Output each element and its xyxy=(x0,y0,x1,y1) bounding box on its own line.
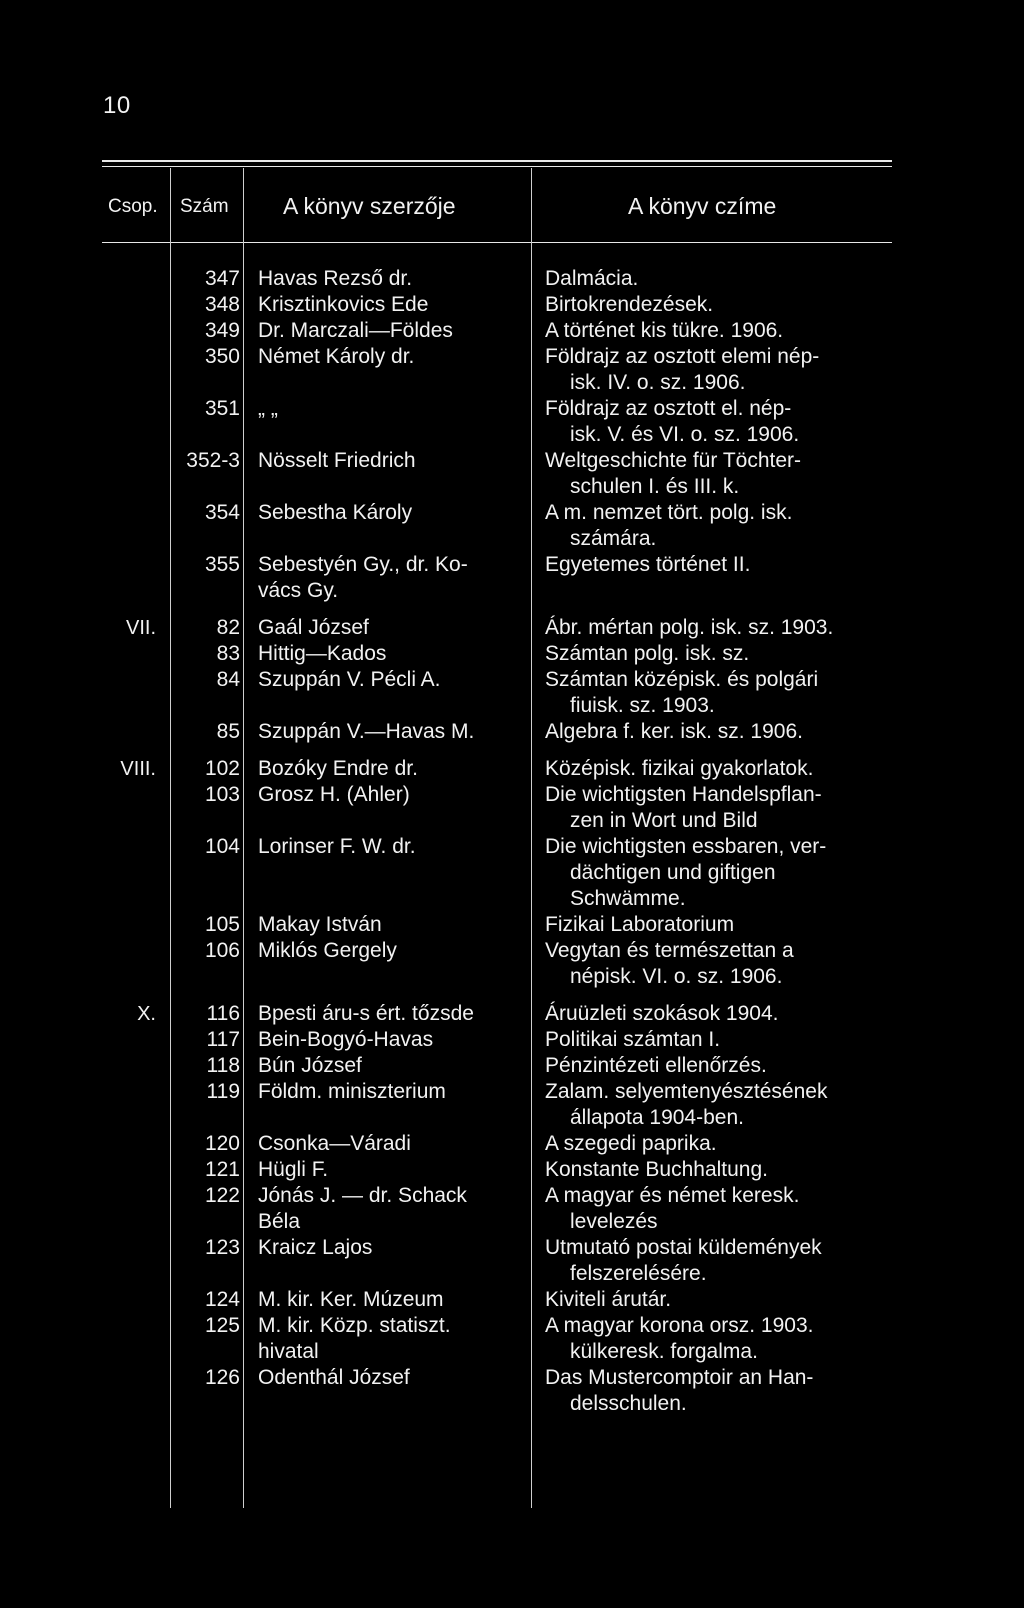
cell-title: A szegedi paprika. xyxy=(545,1132,717,1155)
cell-number: 349 xyxy=(204,319,240,342)
table-row xyxy=(0,1391,1024,1417)
cell-title: Áruüzleti szokások 1904. xyxy=(545,1002,779,1025)
cell-number: 117 xyxy=(206,1028,240,1051)
cell-number: 116 xyxy=(206,1002,240,1025)
cell-number: 121 xyxy=(204,1158,240,1181)
cell-author: Havas Rezső dr. xyxy=(258,267,413,290)
table-row xyxy=(0,370,1024,396)
table-row xyxy=(0,1079,1024,1105)
cell-author: Német Károly dr. xyxy=(258,345,415,368)
table-row xyxy=(0,1261,1024,1287)
cell-title: Ábr. mértan polg. isk. sz. 1903. xyxy=(545,616,834,639)
table-row xyxy=(0,1001,1024,1027)
cell-title: számára. xyxy=(570,527,657,550)
table-row xyxy=(0,1131,1024,1157)
cell-number: 105 xyxy=(204,913,240,936)
cell-group: X. xyxy=(137,1003,156,1025)
table-row xyxy=(0,1339,1024,1365)
cell-number: 103 xyxy=(204,783,240,806)
cell-number: 124 xyxy=(204,1288,240,1311)
table-row xyxy=(0,526,1024,552)
cell-title: Zalam. selyemtenyésztésének xyxy=(545,1080,828,1103)
cell-title: Weltgeschichte für Töchter- xyxy=(545,449,801,472)
table-row xyxy=(0,1313,1024,1339)
table-row xyxy=(0,1287,1024,1313)
cell-title: A m. nemzet tört. polg. isk. xyxy=(545,501,793,524)
cell-author: Nösselt Friedrich xyxy=(258,449,416,472)
cell-number: 118 xyxy=(206,1054,240,1077)
table-row xyxy=(0,1209,1024,1235)
cell-author: Bpesti áru-s ért. tőzsde xyxy=(258,1002,474,1025)
cell-number: 84 xyxy=(216,668,240,691)
cell-author: Szuppán V.—Havas M. xyxy=(258,720,475,743)
cell-title: Pénzintézeti ellenőrzés. xyxy=(545,1054,767,1077)
cell-author: Grosz H. (Ahler) xyxy=(258,783,410,806)
cell-number: 119 xyxy=(206,1080,240,1103)
table-row xyxy=(0,1365,1024,1391)
table-row xyxy=(0,1053,1024,1079)
table-row xyxy=(0,1105,1024,1131)
cell-title: zen in Wort und Bild xyxy=(570,809,758,832)
cell-title: Die wichtigsten essbaren, ver- xyxy=(545,835,827,858)
cell-title: népisk. VI. o. sz. 1906. xyxy=(570,965,783,988)
cell-author: Krisztinkovics Ede xyxy=(258,293,429,316)
cell-author: Gaál József xyxy=(258,616,369,639)
cell-author: Odenthál József xyxy=(258,1366,410,1389)
table-row xyxy=(0,1235,1024,1261)
cell-author: „ „ xyxy=(258,397,278,420)
cell-title: A magyar és német keresk. xyxy=(545,1184,800,1207)
table-row xyxy=(0,344,1024,370)
cell-number: 354 xyxy=(204,501,240,524)
cell-title: Schwämme. xyxy=(570,887,686,910)
cell-author: Sebestyén Gy., dr. Ko- xyxy=(258,553,468,576)
cell-author: Kraicz Lajos xyxy=(258,1236,373,1259)
cell-title: dächtigen und giftigen xyxy=(570,861,776,884)
cell-title: állapota 1904-ben. xyxy=(570,1106,744,1129)
page-number: 10 xyxy=(103,92,131,119)
cell-title: külkeresk. forgalma. xyxy=(570,1340,758,1363)
cell-title: delsschulen. xyxy=(570,1392,687,1415)
cell-author: M. kir. Ker. Múzeum xyxy=(258,1288,444,1311)
table-row xyxy=(0,1183,1024,1209)
table-row xyxy=(0,396,1024,422)
header-rule-top xyxy=(102,160,892,162)
cell-title: Politikai számtan I. xyxy=(545,1028,721,1051)
cell-title: Vegytan és természettan a xyxy=(545,939,794,962)
cell-title: Utmutató postai küldemények xyxy=(545,1236,822,1259)
table-row xyxy=(0,756,1024,782)
book-table xyxy=(0,266,1024,1417)
table-row xyxy=(0,964,1024,990)
cell-number: 352-3 xyxy=(186,449,240,472)
cell-title: Konstante Buchhaltung. xyxy=(545,1158,769,1181)
cell-author: Bozóky Endre dr. xyxy=(258,757,418,780)
cell-author: Lorinser F. W. dr. xyxy=(258,835,416,858)
table-row xyxy=(0,719,1024,745)
cell-number: 350 xyxy=(204,345,240,368)
cell-title: Birtokrendezések. xyxy=(545,293,714,316)
cell-title: isk. IV. o. sz. 1906. xyxy=(570,371,746,394)
cell-title: Algebra f. ker. isk. sz. 1906. xyxy=(545,720,803,743)
table-row xyxy=(0,938,1024,964)
cell-author: Dr. Marczali—Földes xyxy=(258,319,453,342)
header-rule-top-thin xyxy=(102,166,892,167)
cell-title: Dalmácia. xyxy=(545,267,639,290)
cell-number: 83 xyxy=(216,642,240,665)
header-group: Csop. xyxy=(108,196,158,217)
cell-author: Bein-Bogyó-Havas xyxy=(258,1028,434,1051)
cell-title: A magyar korona orsz. 1903. xyxy=(545,1314,814,1337)
table-row xyxy=(0,578,1024,604)
cell-number: 120 xyxy=(204,1132,240,1155)
cell-number: 102 xyxy=(204,757,240,780)
cell-author: Makay István xyxy=(258,913,382,936)
table-row xyxy=(0,1157,1024,1183)
cell-title: Földrajz az osztott elemi nép- xyxy=(545,345,820,368)
table-row xyxy=(0,693,1024,719)
cell-author: vács Gy. xyxy=(258,579,339,602)
table-row xyxy=(0,641,1024,667)
cell-number: 351 xyxy=(204,397,240,420)
cell-title: A történet kis tükre. 1906. xyxy=(545,319,784,342)
table-row xyxy=(0,422,1024,448)
cell-title: Egyetemes történet II. xyxy=(545,553,751,576)
group-spacer xyxy=(0,990,1024,1001)
table-row xyxy=(0,615,1024,641)
header-title: A könyv czíme xyxy=(628,193,777,219)
table-row xyxy=(0,667,1024,693)
cell-number: 125 xyxy=(204,1314,240,1337)
table-row xyxy=(0,912,1024,938)
cell-title: Fizikai Laboratorium xyxy=(545,913,735,936)
cell-title: levelezés xyxy=(570,1210,658,1233)
table-row xyxy=(0,292,1024,318)
cell-number: 104 xyxy=(204,835,240,858)
cell-author: Miklós Gergely xyxy=(258,939,397,962)
cell-group: VII. xyxy=(125,617,156,639)
cell-title: Számtan polg. isk. sz. xyxy=(545,642,750,665)
cell-number: 82 xyxy=(216,616,240,639)
cell-title: Kiviteli árutár. xyxy=(545,1288,672,1311)
cell-author: Jónás J. — dr. Schack xyxy=(258,1184,467,1207)
table-row xyxy=(0,782,1024,808)
cell-number: 85 xyxy=(216,720,240,743)
group-spacer xyxy=(0,745,1024,756)
cell-author: Bún József xyxy=(258,1054,362,1077)
table-row xyxy=(0,500,1024,526)
header-rule-bottom xyxy=(102,242,892,243)
cell-number: 123 xyxy=(204,1236,240,1259)
table-row xyxy=(0,318,1024,344)
table-row xyxy=(0,886,1024,912)
header-number: Szám xyxy=(180,196,229,217)
cell-author: Sebestha Károly xyxy=(258,501,413,524)
cell-group: VIII. xyxy=(120,758,156,780)
cell-author: Hittig—Kados xyxy=(258,642,387,665)
cell-number: 347 xyxy=(204,267,240,290)
table-row xyxy=(0,552,1024,578)
cell-title: fiuisk. sz. 1903. xyxy=(570,694,715,717)
cell-title: Földrajz az osztott el. nép- xyxy=(545,397,792,420)
cell-number: 348 xyxy=(204,293,240,316)
cell-number: 106 xyxy=(204,939,240,962)
table-row xyxy=(0,1027,1024,1053)
cell-title: Számtan középisk. és polgári xyxy=(545,668,819,691)
table-row xyxy=(0,448,1024,474)
cell-author: M. kir. Közp. statiszt. xyxy=(258,1314,451,1337)
cell-title: Középisk. fizikai gyakorlatok. xyxy=(545,757,814,780)
cell-title: isk. V. és VI. o. sz. 1906. xyxy=(570,423,800,446)
table-row xyxy=(0,266,1024,292)
cell-number: 126 xyxy=(204,1366,240,1389)
table-row xyxy=(0,834,1024,860)
cell-number: 355 xyxy=(204,553,240,576)
cell-number: 122 xyxy=(204,1184,240,1207)
header-author: A könyv szerzője xyxy=(283,193,456,219)
cell-author: Földm. miniszterium xyxy=(258,1080,446,1103)
table-row xyxy=(0,808,1024,834)
group-spacer xyxy=(0,604,1024,615)
cell-title: Das Mustercomptoir an Han- xyxy=(545,1366,814,1389)
cell-author: hivatal xyxy=(258,1340,319,1363)
table-row xyxy=(0,474,1024,500)
cell-author: Szuppán V. Pécli A. xyxy=(258,668,441,691)
cell-title: Die wichtigsten Handelspflan- xyxy=(545,783,822,806)
cell-author: Hügli F. xyxy=(258,1158,329,1181)
cell-title: felszerelésére. xyxy=(570,1262,707,1285)
table-row xyxy=(0,860,1024,886)
cell-title: schulen I. és III. k. xyxy=(570,475,740,498)
cell-author: Csonka—Váradi xyxy=(258,1132,411,1155)
cell-author: Béla xyxy=(258,1210,301,1233)
